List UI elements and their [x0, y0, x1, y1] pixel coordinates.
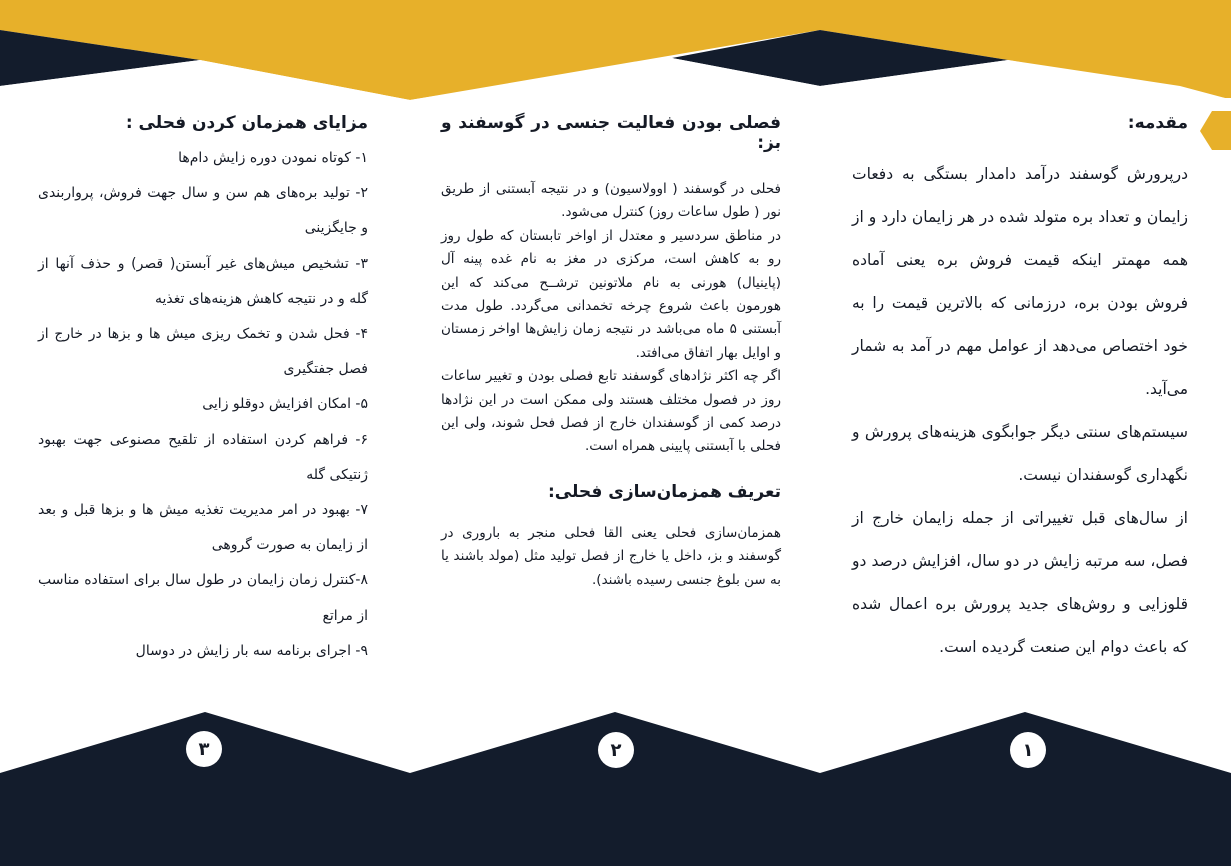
panel-introduction — [852, 113, 1188, 669]
benefit-item: ۷- بهبود در امر مدیریت تغذیه میش ها و بزها قبل و بعد از زایمان به صورت گروهی — [38, 502, 368, 554]
introduction-heading: مقدمه: — [1127, 113, 1188, 133]
page-number-1: ۱ — [1010, 732, 1046, 768]
benefits-list — [38, 141, 368, 669]
synchronization-definition-body — [441, 522, 781, 592]
introduction-paragraph: درپرورش گوسفند درآمد دامدار بستگی به دفعات زایمان و تعداد بره متولد شده در هر زایمان دارد و از همه مهمتر اینکه قیمت فروش بره یعنی آماده فروش بودن بره، درزمانی که بالاترین قیمت را به خود اختصاص می‌دهد از عوامل مهم در آمد به شمار می‌آید. — [852, 165, 1188, 398]
seasonal-activity-heading: فصلی بودن فعالیت جنسی در گوسفند و بز: — [441, 113, 781, 153]
panel-seasonal-activity — [441, 113, 781, 592]
introduction-paragraph: از سال‌های قبل تغییراتی از جمله زایمان خارج از فصل، سه مرتبه زایش در دو سال، افزایش درصد دو قلوزایی و روش‌های جدید پرورش بره اعمال شده که باعث دوام این صنعت گردیده است. — [852, 509, 1188, 656]
synchronization-definition-paragraph: همزمان‌سازی فحلی یعنی القا فحلی منجر به باروری در گوسفند و بز، داخل یا خارج از فصل تولید مثل (مولد باشند یا به سن بلوغ جنسی رسیده باشند). — [441, 524, 781, 588]
seasonal-activity-paragraph: فحلی در گوسفند ( اوولاسیون) و در نتیجه آبستنی از طریق نور ( طول ساعات روز) کنترل می‌شود. — [441, 181, 781, 221]
benefit-item: ۲- تولید بره‌های هم سن و سال جهت فروش، پرواربندی و جایگزینی — [38, 185, 368, 237]
benefit-item: ۹- اجرای برنامه سه بار زایش در دوسال — [135, 642, 368, 659]
benefit-item: ۵- امکان افزایش دوقلو زایی — [202, 396, 368, 413]
synchronization-definition-heading: تعریف همزمان‌سازی فحلی: — [548, 481, 781, 502]
seasonal-activity-paragraph: اگر چه اکثر نژادهای گوسفند تابع فصلی بودن و تغییر ساعات روز در فصول مختلف هستند ولی ممکن است در این نژادها درصد کمی از گوسفندان خارج از فصل فحل شوند، ولی این فحلی با آبستنی پایینی همراه است. — [441, 368, 781, 455]
benefit-item: ۴- فحل شدن و تخمک ریزی میش ها و بزها در خارج از فصل جفتگیری — [38, 326, 368, 378]
page-number-2: ۲ — [598, 732, 634, 768]
panel-benefits — [38, 113, 368, 669]
introduction-body — [852, 153, 1188, 669]
seasonal-activity-body — [441, 178, 781, 459]
benefit-item: ۶- فراهم کردن استفاده از تلقیح مصنوعی جهت بهبود ژنتیکی گله — [38, 431, 368, 483]
introduction-paragraph: سیستم‌های سنتی دیگر جوابگوی هزینه‌های پرورش و نگهداری گوسفندان نیست. — [852, 423, 1188, 484]
benefit-item: ۸-کنترل زمان زایمان در طول سال برای استفاده مناسب از مراتع — [38, 572, 368, 624]
benefits-heading: مزایای همزمان کردن فحلی : — [125, 113, 368, 133]
seasonal-activity-paragraph: در مناطق سردسیر و معتدل از اواخر تابستان که طول روز رو به کاهش است، مرکزی در مغز به نام غده پینه آل (پاینیال) هورنی به نام ملاتونین ترشــح می‌کند که این هورمون باعث شروع چرخه تخمدانی می‌گردد. طول مدت آبستنی ۵ ماه می‌باشد در نتیجه زمان زایش‌ها اواخر زمستان و اوایل بهار اتفاق می‌افتد. — [441, 227, 781, 361]
benefit-item: ۳- تشخیص میش‌های غیر آبستن( قصر) و حذف آنها از گله و در نتیجه کاهش هزینه‌های تغذیه — [38, 255, 368, 307]
benefit-item: ۱- کوتاه نمودن دوره زایش دام‌ها — [178, 150, 368, 166]
page-number-3: ۳ — [186, 731, 222, 767]
